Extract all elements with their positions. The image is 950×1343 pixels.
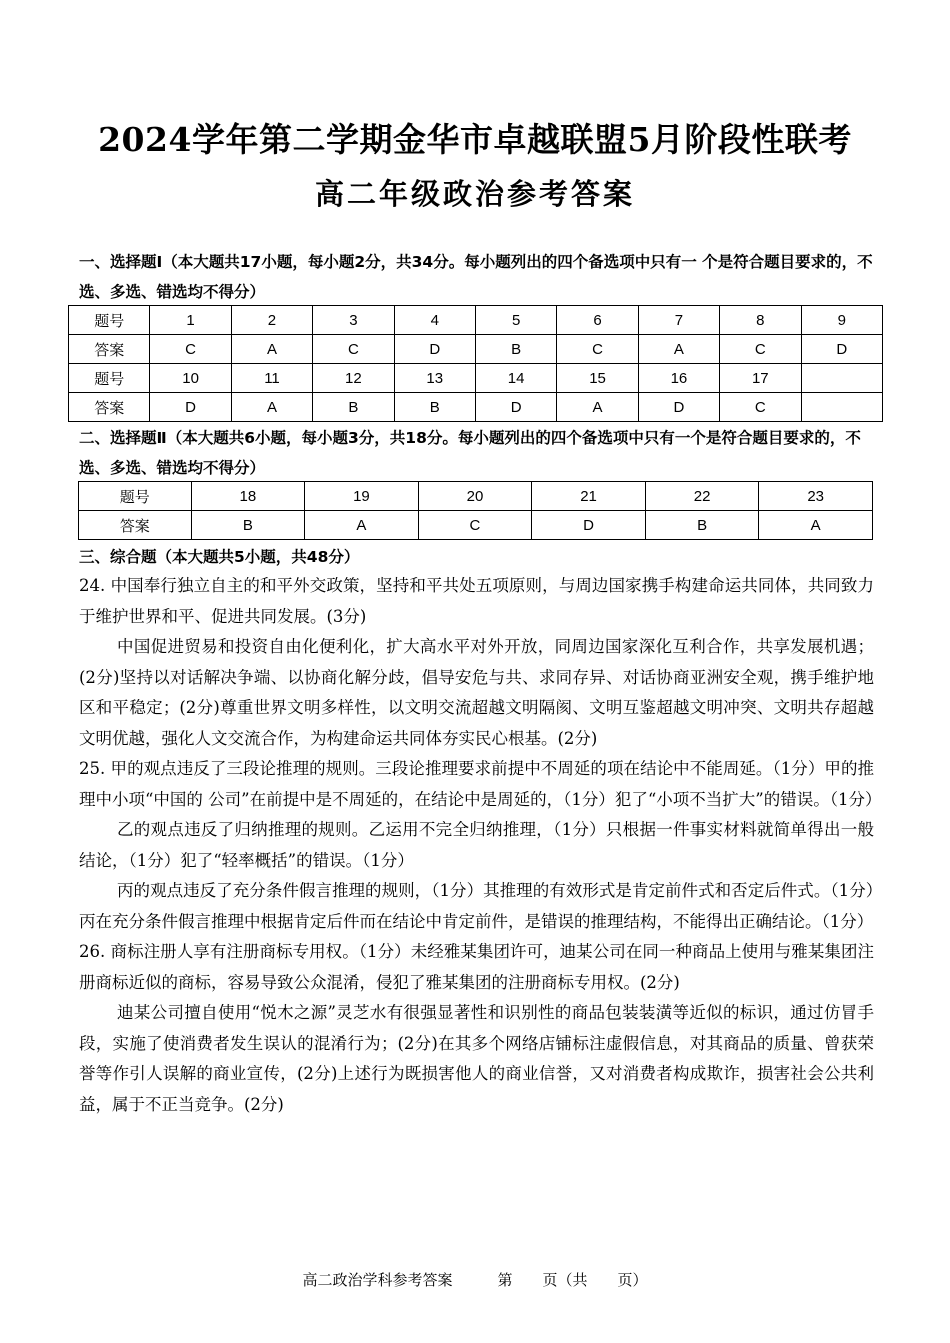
- row-label: 答案: [79, 511, 192, 540]
- table-cell: 12: [313, 364, 394, 393]
- table-cell: 13: [394, 364, 475, 393]
- answer-paragraph: 中国促进贸易和投资自由化便利化，扩大高水平对外开放，同周边国家深化互利合作，共享发展机遇；(2分)坚持以对话解决争端、以协商化解分歧，倡导安危与共、求同存异、对话协商亚洲安全观，携手维护地区和平稳定；(2分)尊重世界文明多样性，以文明交流超越文明隔阂、文明互鉴超越文明冲突、文明共存超越文明优越，强化人文交流合作，为构建命运共同体夯实民心根基。(2分): [79, 637, 874, 748]
- table-cell: C: [150, 335, 231, 364]
- table-cell: C: [418, 511, 532, 540]
- answer-paragraph: 迪某公司擅自使用“悦木之源”灵芝水有很强显著性和识别性的商品包装装潢等近似的标识，通过仿冒手段，实施了使消费者发生误认的混淆行为；(2分)在其多个网络店铺标注虚假信息，对其商品的质量、曾获荣誉等作引人误解的商业宣传，(2分)上述行为既损害他人的商业信誉，又对消费者构成欺诈，损害社会公共利益，属于不正当竞争。(2分): [79, 1003, 874, 1114]
- table-cell: 9: [801, 306, 882, 335]
- answer-paragraph: 乙的观点违反了归纳推理的规则。乙运用不完全归纳推理，（1分）只根据一件事实材料就简单得出一般结论，（1分）犯了“轻率概括”的错误。（1分）: [79, 820, 874, 870]
- table-cell: 3: [313, 306, 394, 335]
- table-cell: 15: [557, 364, 638, 393]
- table-cell: A: [231, 393, 312, 422]
- row-label: 答案: [69, 393, 150, 422]
- page-subtitle: 高二年级政治参考答案: [314, 177, 635, 211]
- section2-heading: 二、选择题Ⅱ（本大题共6小题，每小题3分，共18分。每小题列出的四个备选项中只有一个是符合题目要求的，不选、多选、错选均不得分）: [79, 429, 861, 477]
- table-cell: 11: [231, 364, 312, 393]
- answer-paragraph: 丙的观点违反了充分条件假言推理的规则，（1分）其推理的有效形式是肯定前件式和否定后件式。（1分）丙在充分条件假言推理中根据肯定后件而在结论中肯定前件，是错误的推理结构，不能得出正确结论。（1分）: [79, 881, 874, 931]
- table-cell: 6: [557, 306, 638, 335]
- table-cell: B: [394, 393, 475, 422]
- table-cell: B: [475, 335, 556, 364]
- table-cell: 18: [191, 482, 305, 511]
- table-cell: D: [475, 393, 556, 422]
- table-cell: B: [191, 511, 305, 540]
- table-cell: 16: [638, 364, 719, 393]
- row-label: 答案: [69, 335, 150, 364]
- table-cell: C: [720, 335, 801, 364]
- table-cell: [801, 364, 882, 393]
- table-cell: 20: [418, 482, 532, 511]
- page-title: 2024学年第二学期金华市卓越联盟5月阶段性联考: [98, 120, 852, 159]
- table-cell: A: [557, 393, 638, 422]
- table-row: [69, 335, 883, 364]
- table-cell: B: [645, 511, 759, 540]
- table-cell: 23: [759, 482, 873, 511]
- answer-paragraph: 24. 中国奉行独立自主的和平外交政策，坚持和平共处五项原则，与周边国家携手构建命运共同体，共同致力于维护世界和平、促进共同发展。(3分): [79, 576, 874, 626]
- table-cell: D: [532, 511, 646, 540]
- table-cell: 2: [231, 306, 312, 335]
- table-cell: 10: [150, 364, 231, 393]
- table-cell: 1: [150, 306, 231, 335]
- table-cell: C: [720, 393, 801, 422]
- section3-heading: 三、综合题（本大题共5小题，共48分）: [79, 548, 360, 566]
- table-cell: D: [801, 335, 882, 364]
- table-cell: 19: [305, 482, 419, 511]
- table-row: [69, 393, 883, 422]
- table-cell: 8: [720, 306, 801, 335]
- table-cell: 14: [475, 364, 556, 393]
- table-cell: B: [313, 393, 394, 422]
- table-cell: 4: [394, 306, 475, 335]
- row-label: 题号: [69, 364, 150, 393]
- section1-heading: 一、选择题Ⅰ（本大题共17小题，每小题2分，共34分。每小题列出的四个备选项中只有一 个是符合题目要求的，不选、多选、错选均不得分）: [79, 253, 873, 301]
- table-cell: 7: [638, 306, 719, 335]
- answer-paragraph: 25. 甲的观点违反了三段论推理的规则。三段论推理要求前提中不周延的项在结论中不能周延。（1分）甲的推理中小项“中国的 公司”在前提中是不周延的，在结论中是周延的，（1分）犯了“小项不当扩大”的错误。（1分）: [79, 759, 882, 809]
- section3-body: [79, 571, 882, 1120]
- table-row: [69, 306, 883, 335]
- table-cell: 22: [645, 482, 759, 511]
- table-row: [79, 511, 873, 540]
- table-row: [69, 364, 883, 393]
- page-footer: 高二政治学科参考答案 第 页（共 页）: [302, 1271, 648, 1289]
- table-cell: A: [638, 335, 719, 364]
- table-cell: 17: [720, 364, 801, 393]
- answer-paragraph: 26. 商标注册人享有注册商标专用权。（1分）未经雅某集团许可，迪某公司在同一种商品上使用与雅某集团注册商标近似的商标，容易导致公众混淆，侵犯了雅某集团的注册商标专用权。(2分): [79, 942, 874, 992]
- table-cell: A: [231, 335, 312, 364]
- table-cell: C: [313, 335, 394, 364]
- table-cell: A: [305, 511, 419, 540]
- row-label: 题号: [79, 482, 192, 511]
- table-row: [79, 482, 873, 511]
- table-cell: D: [394, 335, 475, 364]
- table-cell: C: [557, 335, 638, 364]
- answer-table-2: [78, 481, 873, 540]
- answer-table-1: [68, 305, 883, 422]
- table-cell: D: [150, 393, 231, 422]
- table-cell: A: [759, 511, 873, 540]
- table-cell: D: [638, 393, 719, 422]
- table-cell: [801, 393, 882, 422]
- table-cell: 21: [532, 482, 646, 511]
- table-cell: 5: [475, 306, 556, 335]
- row-label: 题号: [69, 306, 150, 335]
